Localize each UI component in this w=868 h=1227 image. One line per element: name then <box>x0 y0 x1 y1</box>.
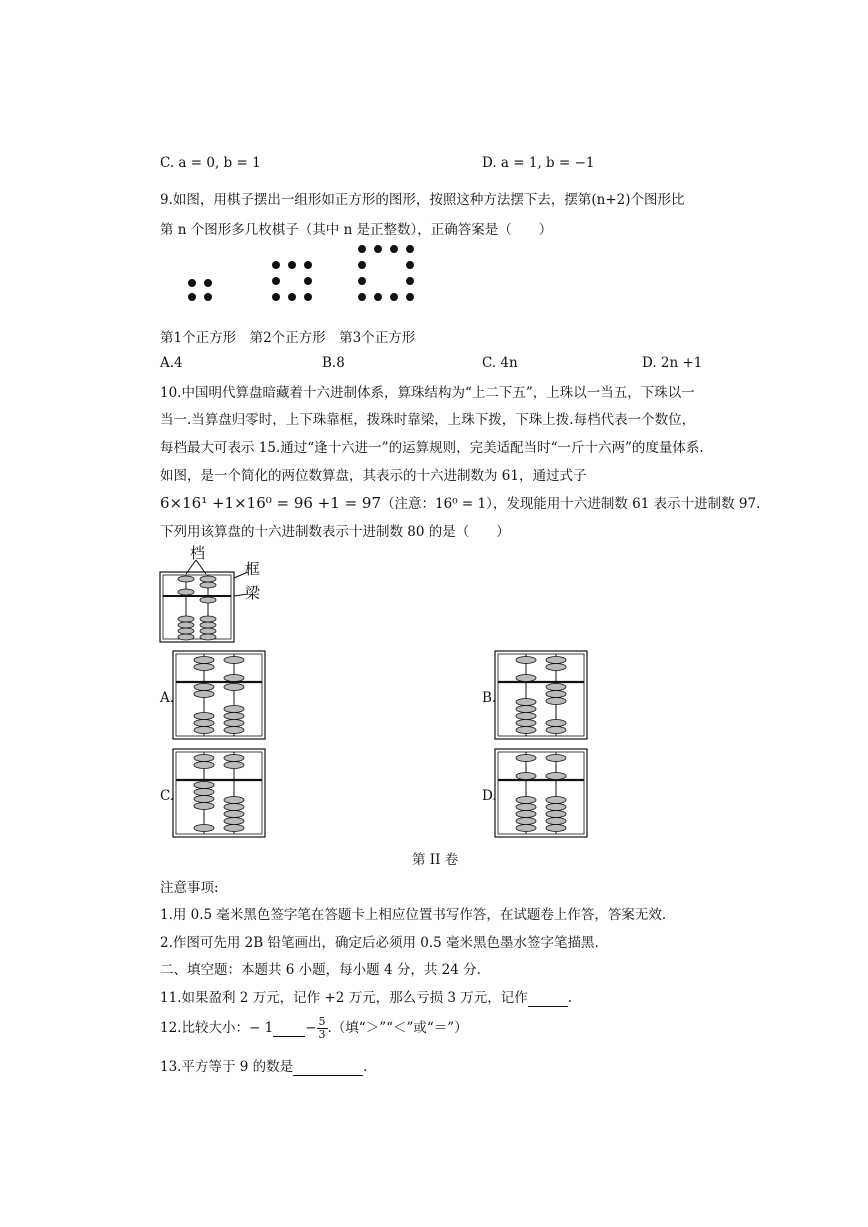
q10-line6: 下列用该算盘的十六进制数表示十进制数 80 的是（ ） <box>160 524 510 540</box>
notes-heading: 注意事项: <box>160 880 219 896</box>
q9-dot-squares-figure <box>180 240 430 310</box>
q10-option-c-label: C. <box>160 788 175 804</box>
q8-option-c: C. a = 0, b = 1 <box>160 155 261 171</box>
square-3 <box>358 245 414 301</box>
label-dang: 档 <box>190 544 206 562</box>
q12 <box>160 1016 468 1041</box>
q12-fraction-numerator: 5 <box>318 1015 326 1028</box>
q11-text: 11.如果盈利 2 万元，记作 +2 万元，那么亏损 3 万元，记作 <box>160 990 528 1006</box>
q10-option-d-label: D. <box>482 788 497 804</box>
note-2: 2.作图可先用 2B 铅笔画出，确定后必须用 0.5 毫米黑色墨水签字笔描黑. <box>160 935 599 951</box>
section-title: 第 II 卷 <box>412 852 459 868</box>
square-1 <box>188 279 212 301</box>
q9-line1: 9.如图，用棋子摆出一组形如正方形的图形，按照这种方法摆下去，摆第(n+2)个图形比 <box>160 192 685 208</box>
note-1: 1.用 0.5 毫米黑色签字笔在答题卡上相应位置书写作答，在试题卷上作答，答案无效. <box>160 907 667 923</box>
q9-option-b: B.8 <box>322 355 345 371</box>
fill-heading: 二、填空题：本题共 6 小题，每小题 4 分，共 24 分. <box>160 962 481 978</box>
q9-line2: 第 n 个图形多几枚棋子（其中 n 是正整数），正确答案是（ ） <box>160 222 553 238</box>
q10-line4: 如图，是一个简化的两位数算盘，其表示的十六进制数为 61，通过式子 <box>160 468 587 484</box>
q11 <box>160 986 572 1007</box>
abacus-option-a <box>172 650 266 740</box>
q12-right-sign: − <box>305 1020 317 1036</box>
square-2 <box>272 261 312 301</box>
q12-fraction <box>317 1016 328 1041</box>
label-liang: 梁 <box>245 584 261 602</box>
reference-abacus <box>158 558 250 644</box>
q10-option-a-label: A. <box>160 690 175 706</box>
q12-prefix: 12.比较大小： <box>160 1020 249 1036</box>
abacus-option-c <box>172 748 266 838</box>
q9-option-d: D. 2n +1 <box>642 355 703 371</box>
abacus-option-d <box>494 748 588 838</box>
q10-line1: 10.中国明代算盘暗藏着十六进制体系，算珠结构为“上二下五”，上珠以一当五，下珠以一 <box>160 385 695 401</box>
q13 <box>160 1055 367 1076</box>
q11-answer-blank[interactable] <box>528 990 568 1007</box>
q9-option-c: C. 4n <box>482 355 518 371</box>
q10-option-b-label: B. <box>482 690 497 706</box>
q8-option-d: D. a = 1, b = −1 <box>482 155 595 171</box>
q10-line5 <box>160 492 760 512</box>
q9-figure-caption: 第1个正方形 第2个正方形 第3个正方形 <box>160 330 416 346</box>
q13-end: . <box>363 1059 368 1075</box>
q10-line3: 每档最大可表示 15.通过“逢十六进一”的运算规则，完美适配当时“一斤十六两”的度量体系. <box>160 440 704 456</box>
q10-line2: 当一.当算盘归零时，上下珠靠框，拨珠时靠梁，上珠下拨，下珠上拨.每档代表一个数位， <box>160 412 696 428</box>
q12-answer-blank[interactable] <box>273 1020 305 1037</box>
q10-formula: 6×16¹ +1×16⁰ = 96 +1 = 97 <box>160 494 382 512</box>
q12-left: − 1 <box>248 1020 274 1036</box>
abacus-option-b <box>494 650 588 740</box>
q13-text: 13.平方等于 9 的数是 <box>160 1059 294 1075</box>
q9-option-a: A.4 <box>160 355 183 371</box>
q12-end: .（填“＞”“＜”或“＝”） <box>327 1020 468 1036</box>
q10-note: （注意：16⁰ = 1），发现能用十六进制数 61 表示十进制数 97. <box>381 496 761 512</box>
q12-fraction-denominator: 3 <box>318 1028 326 1041</box>
q11-end: . <box>567 990 573 1006</box>
q13-answer-blank[interactable] <box>293 1059 363 1076</box>
label-kuang: 框 <box>245 560 261 578</box>
